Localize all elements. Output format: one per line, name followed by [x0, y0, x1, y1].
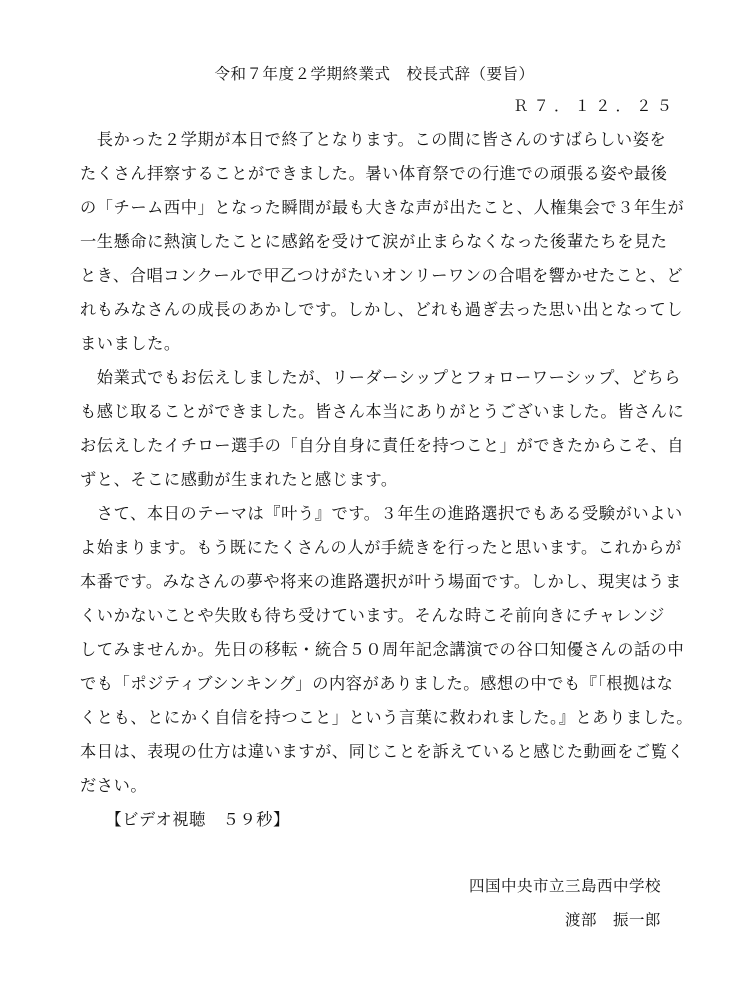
body-line: たくさん拝察することができました。暑い体育祭での行進での頑張る姿や最後	[80, 164, 668, 183]
body-line: くとも、とにかく自信を持つこと」という言葉に救われました。』とありました。	[80, 708, 694, 727]
body-line: 始業式でもお伝えしましたが、リーダーシップとフォローワーシップ、どちら	[80, 368, 681, 387]
body-line: よ始まります。もう既にたくさんの人が手続きを行ったと思います。これからが	[80, 538, 682, 557]
body-line: お伝えしたイチロー選手の「自分自身に責任を持つこと」ができたからこそ、自	[80, 436, 685, 455]
principal-name: 渡部 振一郎	[564, 911, 661, 929]
body-line: 本日は、表現の仕方は違いますが、同じことを訴えていると感じた動画をご覧く	[80, 742, 685, 761]
body-line: ずと、そこに感動が生まれたと感じます。	[80, 470, 398, 489]
document-date: Ｒ７．１２．２５	[512, 97, 677, 115]
body-line: とき、合唱コンクールで甲乙つけがたいオンリーワンの合唱を響かせたこと、ど	[80, 266, 684, 285]
body-line: 一生懸命に熱演したことに感銘を受けて涙が止まらなくなった後輩たちを見た	[80, 232, 668, 251]
body-line: も感じ取ることができました。皆さん本当にありがとうございました。皆さんに	[80, 402, 685, 421]
body-line: まいました。	[80, 334, 181, 353]
body-line: の「チーム西中」となった瞬間が最も大きな声が出たこと、人権集会で３年生が	[80, 198, 685, 217]
body-line: してみませんか。先日の移転・統合５０周年記念講演での谷口知優さんの話の中	[80, 640, 685, 659]
body-line: さて、本日のテーマは『叶う』です。３年生の進路選択でもある受験がいよい	[80, 504, 683, 523]
document-title: 令和７年度２学期終業式 校長式辞（要旨）	[214, 65, 535, 83]
school-name: 四国中央市立三島西中学校	[468, 877, 661, 895]
body-line: 本番です。みなさんの夢や将来の進路選択が叶う場面です。しかし、現実はうま	[80, 572, 682, 591]
body-line: 長かった２学期が本日で終了となります。この間に皆さんのすばらしい姿を	[80, 130, 667, 149]
body-line: でも「ポジティブシンキング」の内容がありました。感想の中でも『「根拠はな	[80, 674, 674, 693]
body-line: れもみなさんの成長のあかしです。しかし、どれも過ぎ去った思い出となってし	[80, 300, 684, 319]
video-note: 【ビデオ視聴 ５９秒】	[80, 810, 290, 829]
body-line: くいかないことや失敗も待ち受けています。そんな時こそ前向きにチャレンジ	[80, 606, 665, 625]
body-line: ださい。	[80, 776, 148, 795]
